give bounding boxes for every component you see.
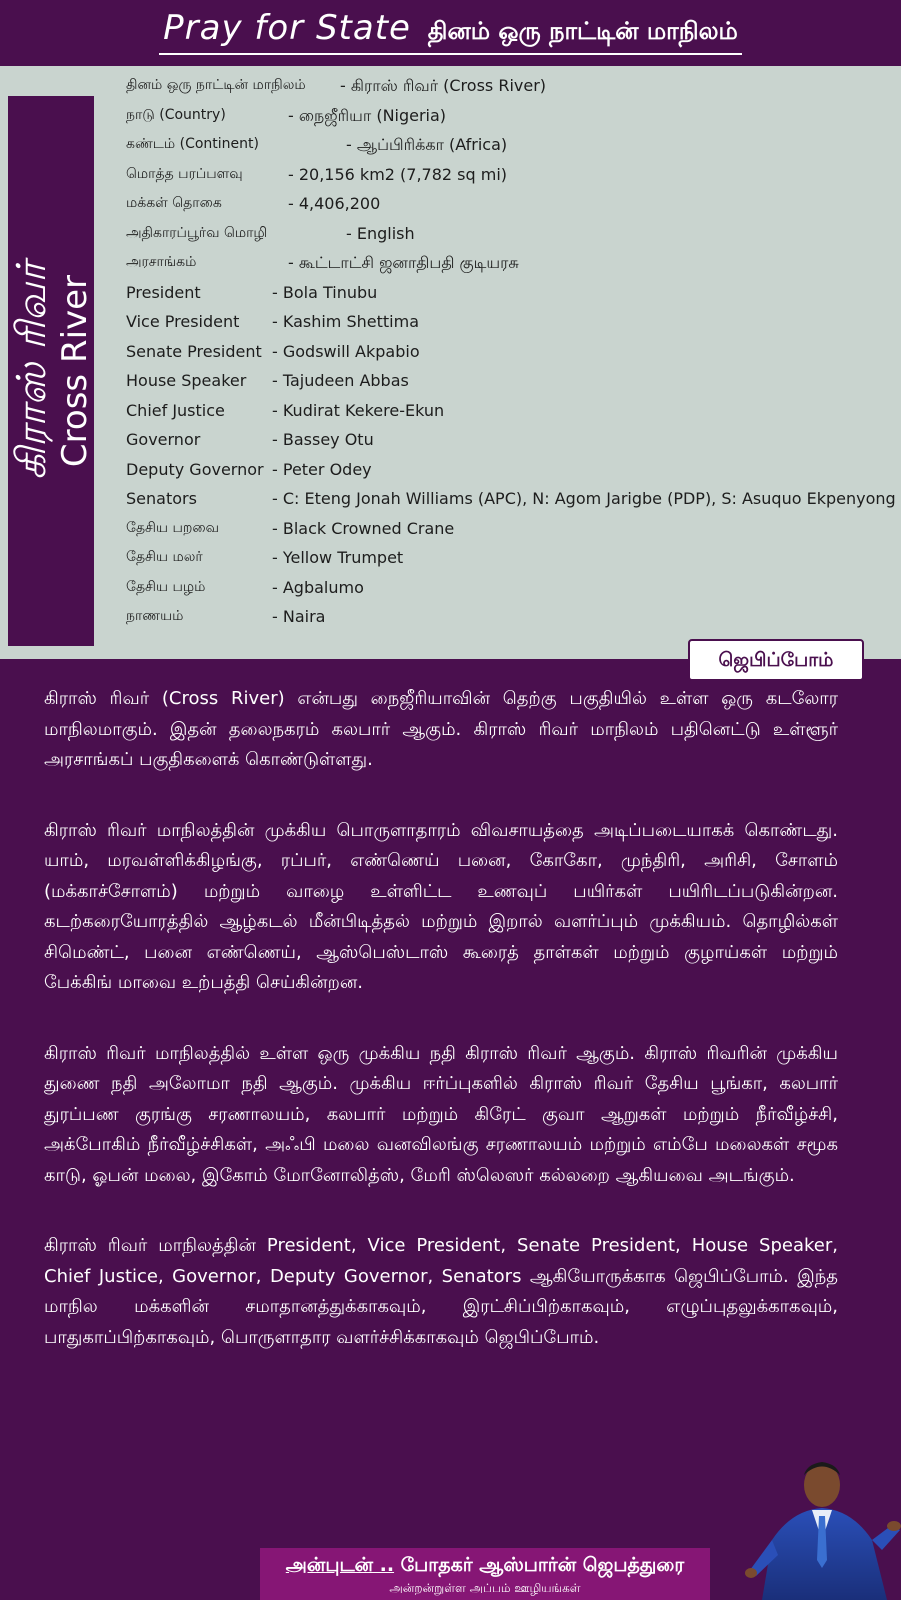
fact-label: தேசிய பழம் [126,578,206,595]
fact-label: அதிகாரப்பூர்வ மொழி [126,224,268,241]
fact-label: Chief Justice [126,400,225,420]
fact-value: - Agbalumo [272,577,364,597]
fact-value: - Godswill Akpabio [272,341,420,361]
page-title [159,6,742,55]
fact-value: - நைஜீரியா (Nigeria) [288,105,447,125]
paragraph-economy: கிராஸ் ரிவர் மாநிலத்தின் முக்கிய பொருளாதாரம் விவசாயத்தை அடிப்படையாகக் கொண்டது. யாம், மரவள்ளிக்கிழங்கு, ரப்பர், எண்ணெய் பனை, கோகோ, முந்திரி, அரிசி, சோளம் (மக்காச்சோளம்) மற்றும் வாழை உள்ளிட்ட உணவுப் பயிர்கள் பயிரிடப்படுகின்றன. கடற்கரையோரத்தில் ஆழ்கடல் மீன்பிடித்தல் மற்றும் இறால் வளர்ப்பும் முக்கியம். தொழில்கள் சிமெண்ட், பனை எண்ணெய், ஆஸ்பெஸ்டாஸ் கூரைத் தாள்கள் மற்றும் குழாய்கள் மற்றும் பேக்கிங் மாவை உற்பத்தி செய்கின்றன. [44,819,838,993]
state-name-vertical [8,111,94,631]
state-name-sidebar [8,96,94,646]
fact-label: அரசாங்கம் [126,254,197,270]
state-name-tamil: கிராஸ் ரிவர் [9,262,55,480]
footer-name: போதகர் ஆஸ்பார்ன் ஜெபத்துரை [394,1554,685,1576]
fact-value: - Black Crowned Crane [272,518,455,538]
info-panel [0,66,901,659]
fact-label: தேசிய பறவை [126,519,220,536]
paragraph-intro: கிராஸ் ரிவர் (Cross River) என்பது நைஜீரியாவின் தெற்கு பகுதியில் உள்ள ஒரு கடலோர மாநிலமாகும். இதன் தலைநகரம் கலபார் ஆகும். கிராஸ் ரிவர் மாநிலம் பதினெட்டு உள்ளூர் அரசாங்கப் பகுதிகளைக் கொண்டுள்ளது. [44,688,838,770]
fact-label: Vice President [126,312,240,331]
fact-value: - Tajudeen Abbas [272,371,409,390]
fact-value: - Kudirat Kekere-Ekun [272,400,445,420]
state-name-english: Cross River [55,274,95,468]
fact-label: தினம் ஒரு நாட்டின் மாநிலம் [126,77,306,93]
footer-signature [260,1548,710,1600]
fact-label: Deputy Governor [126,459,264,479]
pastor-photo [742,1430,901,1600]
paragraph-geography: கிராஸ் ரிவர் மாநிலத்தில் உள்ள ஒரு முக்கிய நதி கிராஸ் ரிவர் ஆகும். கிராஸ் ரிவரின் முக்கிய துணை நதி அலோமா நதி ஆகும். முக்கிய ஈர்ப்புகளில் கிராஸ் ரிவர் தேசிய பூங்கா, கலபார் துரப்பண குரங்கு சரணாலயம், கலபார் மற்றும் கிரேட் குவா ஆறுகள் மற்றும் நீர்வீழ்ச்சி, அக்போகிம் நீர்வீழ்ச்சிகள், அஃபி மலை வனவிலங்கு சரணாலயம் மற்றும் எம்பே மலைகள் சமூக காடு, ஓபன் மலை, இகோம் மோனோலித்ஸ், மேரி ஸ்லெஸர் கல்லறை ஆகியவை அடங்கும். [44,1042,838,1186]
fact-label: Senators [126,489,197,508]
fact-value: - 20,156 km2 (7,782 sq mi) [288,164,508,184]
fact-label: மக்கள் தொகை [126,195,222,211]
fact-value: - கிராஸ் ரிவர் (Cross River) [340,76,547,95]
fact-label: House Speaker [126,371,247,390]
fact-label: Senate President [126,341,262,361]
article-body [44,684,838,1393]
paragraph-prayer: கிராஸ் ரிவர் மாநிலத்தின் President, Vice President, Senate President, House Speaker, Chief Justice, Governor, Deputy Governor, Senators ஆகியோருக்காக ஜெபிப்போம். இந்த மாநில மக்களின் சமாதானத்துக்காகவும், இரட்சிப்பிற்காகவும், எழுப்புதலுக்காகவும், பாதுகாப்பிற்காகவும், பொருளாதார வளர்ச்சிக்காகவும் ஜெபிப்போம். [44,1235,838,1348]
title-english: Pray for State [163,8,411,48]
pray-badge: ஜெபிப்போம் [688,639,864,681]
fact-label: மொத்த பரப்பளவு [126,165,243,182]
fact-label: President [126,282,201,302]
fact-value: - 4,406,200 [288,194,381,213]
fact-label: நாணயம் [126,608,184,624]
fact-label: தேசிய மலர் [126,549,203,565]
fact-value: - C: Eteng Jonah Williams (APC), N: Agom Jarigbe (PDP), S: Asuquo Ekpenyong [272,489,896,508]
fact-label: நாடு (Country) [126,106,226,123]
fact-value: - கூட்டாட்சி ஜனாதிபதி குடியரசு [288,253,519,272]
footer-author [260,1550,710,1580]
footer-ministry: அன்றன்றுள்ள அப்பம் ஊழியங்கள் [389,1581,581,1595]
fact-value: - Bassey Otu [272,430,374,449]
fact-value: - Naira [272,607,326,626]
fact-value: - ஆப்பிரிக்கா (Africa) [346,135,508,154]
fact-value: - Yellow Trumpet [272,548,404,567]
footer-prefix: அன்புடன் .. [285,1554,395,1576]
page-header [0,0,901,66]
fact-value: - Peter Odey [272,459,372,479]
fact-value: - Kashim Shettima [272,312,419,331]
title-tamil: தினம் ஒரு நாட்டின் மாநிலம் [427,17,738,45]
fact-label: Governor [126,430,201,449]
fact-value: - Bola Tinubu [272,282,378,302]
fact-label: கண்டம் (Continent) [126,136,259,152]
fact-value: - English [346,223,415,243]
